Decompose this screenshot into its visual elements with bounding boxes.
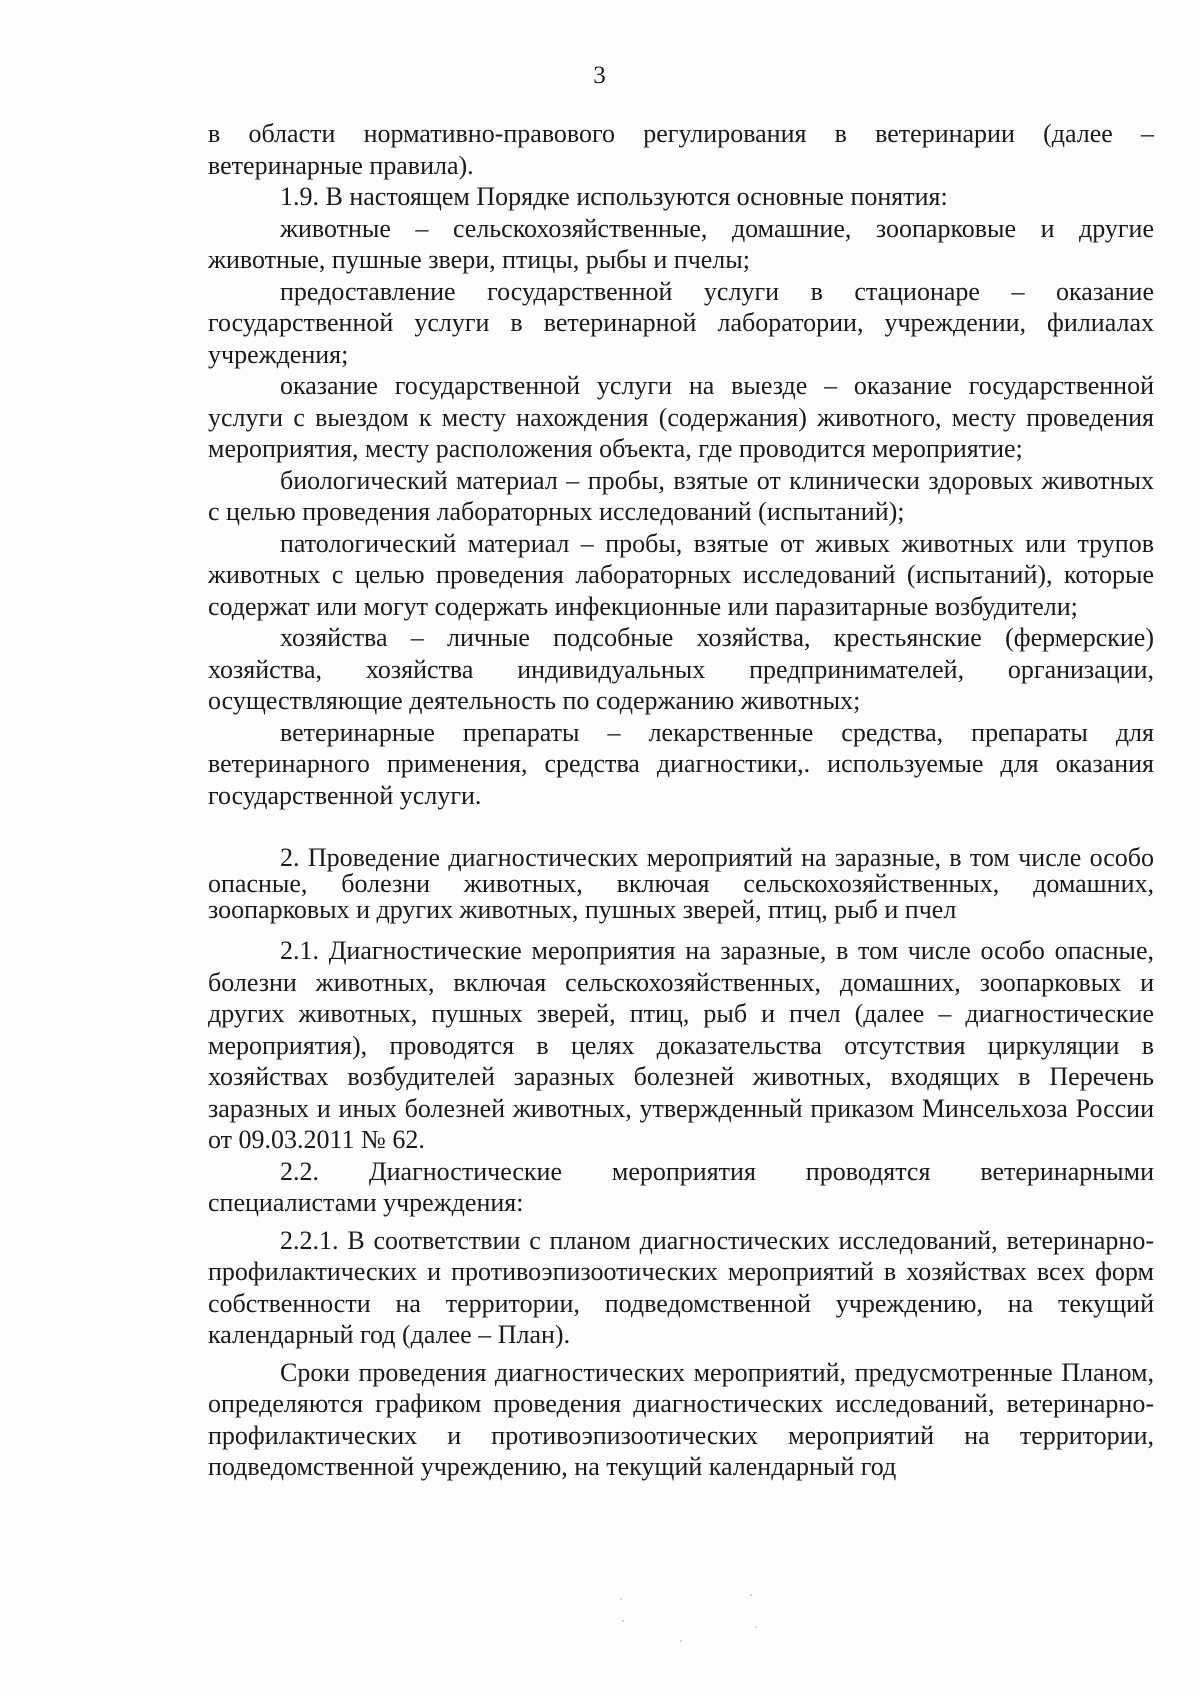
paragraph-definition-farms: хозяйства – личные подсобные хозяйства, крестьянские (фермерские) хозяйства, хозяйства индивидуальных предпринимателей, организации, осуществляющие деятельность по содержанию животных;: [208, 623, 1154, 715]
paragraph-2-1: 2.1. Диагностические мероприятия на заразные, в том числе особо опасные, болезни животных, включая сельскохозяйственных, домашних, зоопарковых и других животных, пушных зверей, птиц, рыб и пчел (далее – диагностические мероприятия), проводятся в целях доказательства отсутствия циркуляции в хозяйствах возбудителей заразных болезней животных, входящих в Перечень заразных и иных болезней животных, утвержденный приказом Минсельхоза России от 09.03.2011 № 62.: [208, 936, 1154, 1154]
paragraph-schedule: Сроки проведения диагностических мероприятий, предусмотренные Планом, определяются графиком проведения диагностических исследований, ветеринарно-профилактических и противоэпизоотических мероприятий на территории, подведомственной учреждению, на текущий календарный год: [208, 1357, 1154, 1481]
scan-noise: [560, 1590, 860, 1650]
document-body: [208, 118, 1154, 1483]
paragraph-definition-field-service: оказание государственной услуги на выезде – оказание государственной услуги с выездом к месту нахождения (содержания) животного, месту проведения мероприятия, месту расположения объекта, где проводится мероприятие;: [208, 371, 1154, 463]
paragraph-definition-biological-material: биологический материал – пробы, взятые от клинически здоровых животных с целью проведения лабораторных исследований (испытаний);: [208, 465, 1154, 526]
paragraph-definition-stationary: предоставление государственной услуги в стационаре – оказание государственной услуги в ветеринарной лаборатории, учреждении, филиалах учреждения;: [208, 276, 1154, 369]
section-2-heading: 2. Проведение диагностических мероприятий на заразные, в том числе особо опасные, болезни животных, включая сельскохозяйственных, домашних, зоопарковых и других животных, пушных зверей, птиц, рыб и пчел: [208, 843, 1154, 924]
page-number: 3: [593, 62, 607, 89]
paragraph-definition-pathological-material: патологический материал – пробы, взятые от живых животных или трупов животных с целью проведения лабораторных исследований (испытаний), которые содержат или могут содержать инфекционные или паразитарные возбудители;: [208, 528, 1154, 621]
paragraph-2-2-1: 2.2.1. В соответствии с планом диагностических исследований, ветеринарно-профилактических и противоэпизоотических мероприятий в хозяйствах всех форм собственности на территории, подведомственной учреждению, на текущий календарный год (далее – План).: [208, 1225, 1154, 1349]
paragraph-2-2: 2.2. Диагностические мероприятия проводятся ветеринарными специалистами учреждения:: [208, 1156, 1154, 1217]
paragraph-definition-animals: животные – сельскохозяйственные, домашние, зоопарковые и другие животные, пушные звери, птицы, рыбы и пчелы;: [208, 213, 1154, 274]
paragraph-1-9-intro: 1.9. В настоящем Порядке используются основные понятия:: [280, 182, 948, 211]
paragraph-continuation: в области нормативно-правового регулирования в ветеринарии (далее – ветеринарные правила).: [208, 119, 1154, 180]
paragraph-definition-vet-drugs: ветеринарные препараты – лекарственные средства, препараты для ветеринарного применения, средства диагностики,. используемые для оказания государственной услуги.: [208, 717, 1154, 810]
